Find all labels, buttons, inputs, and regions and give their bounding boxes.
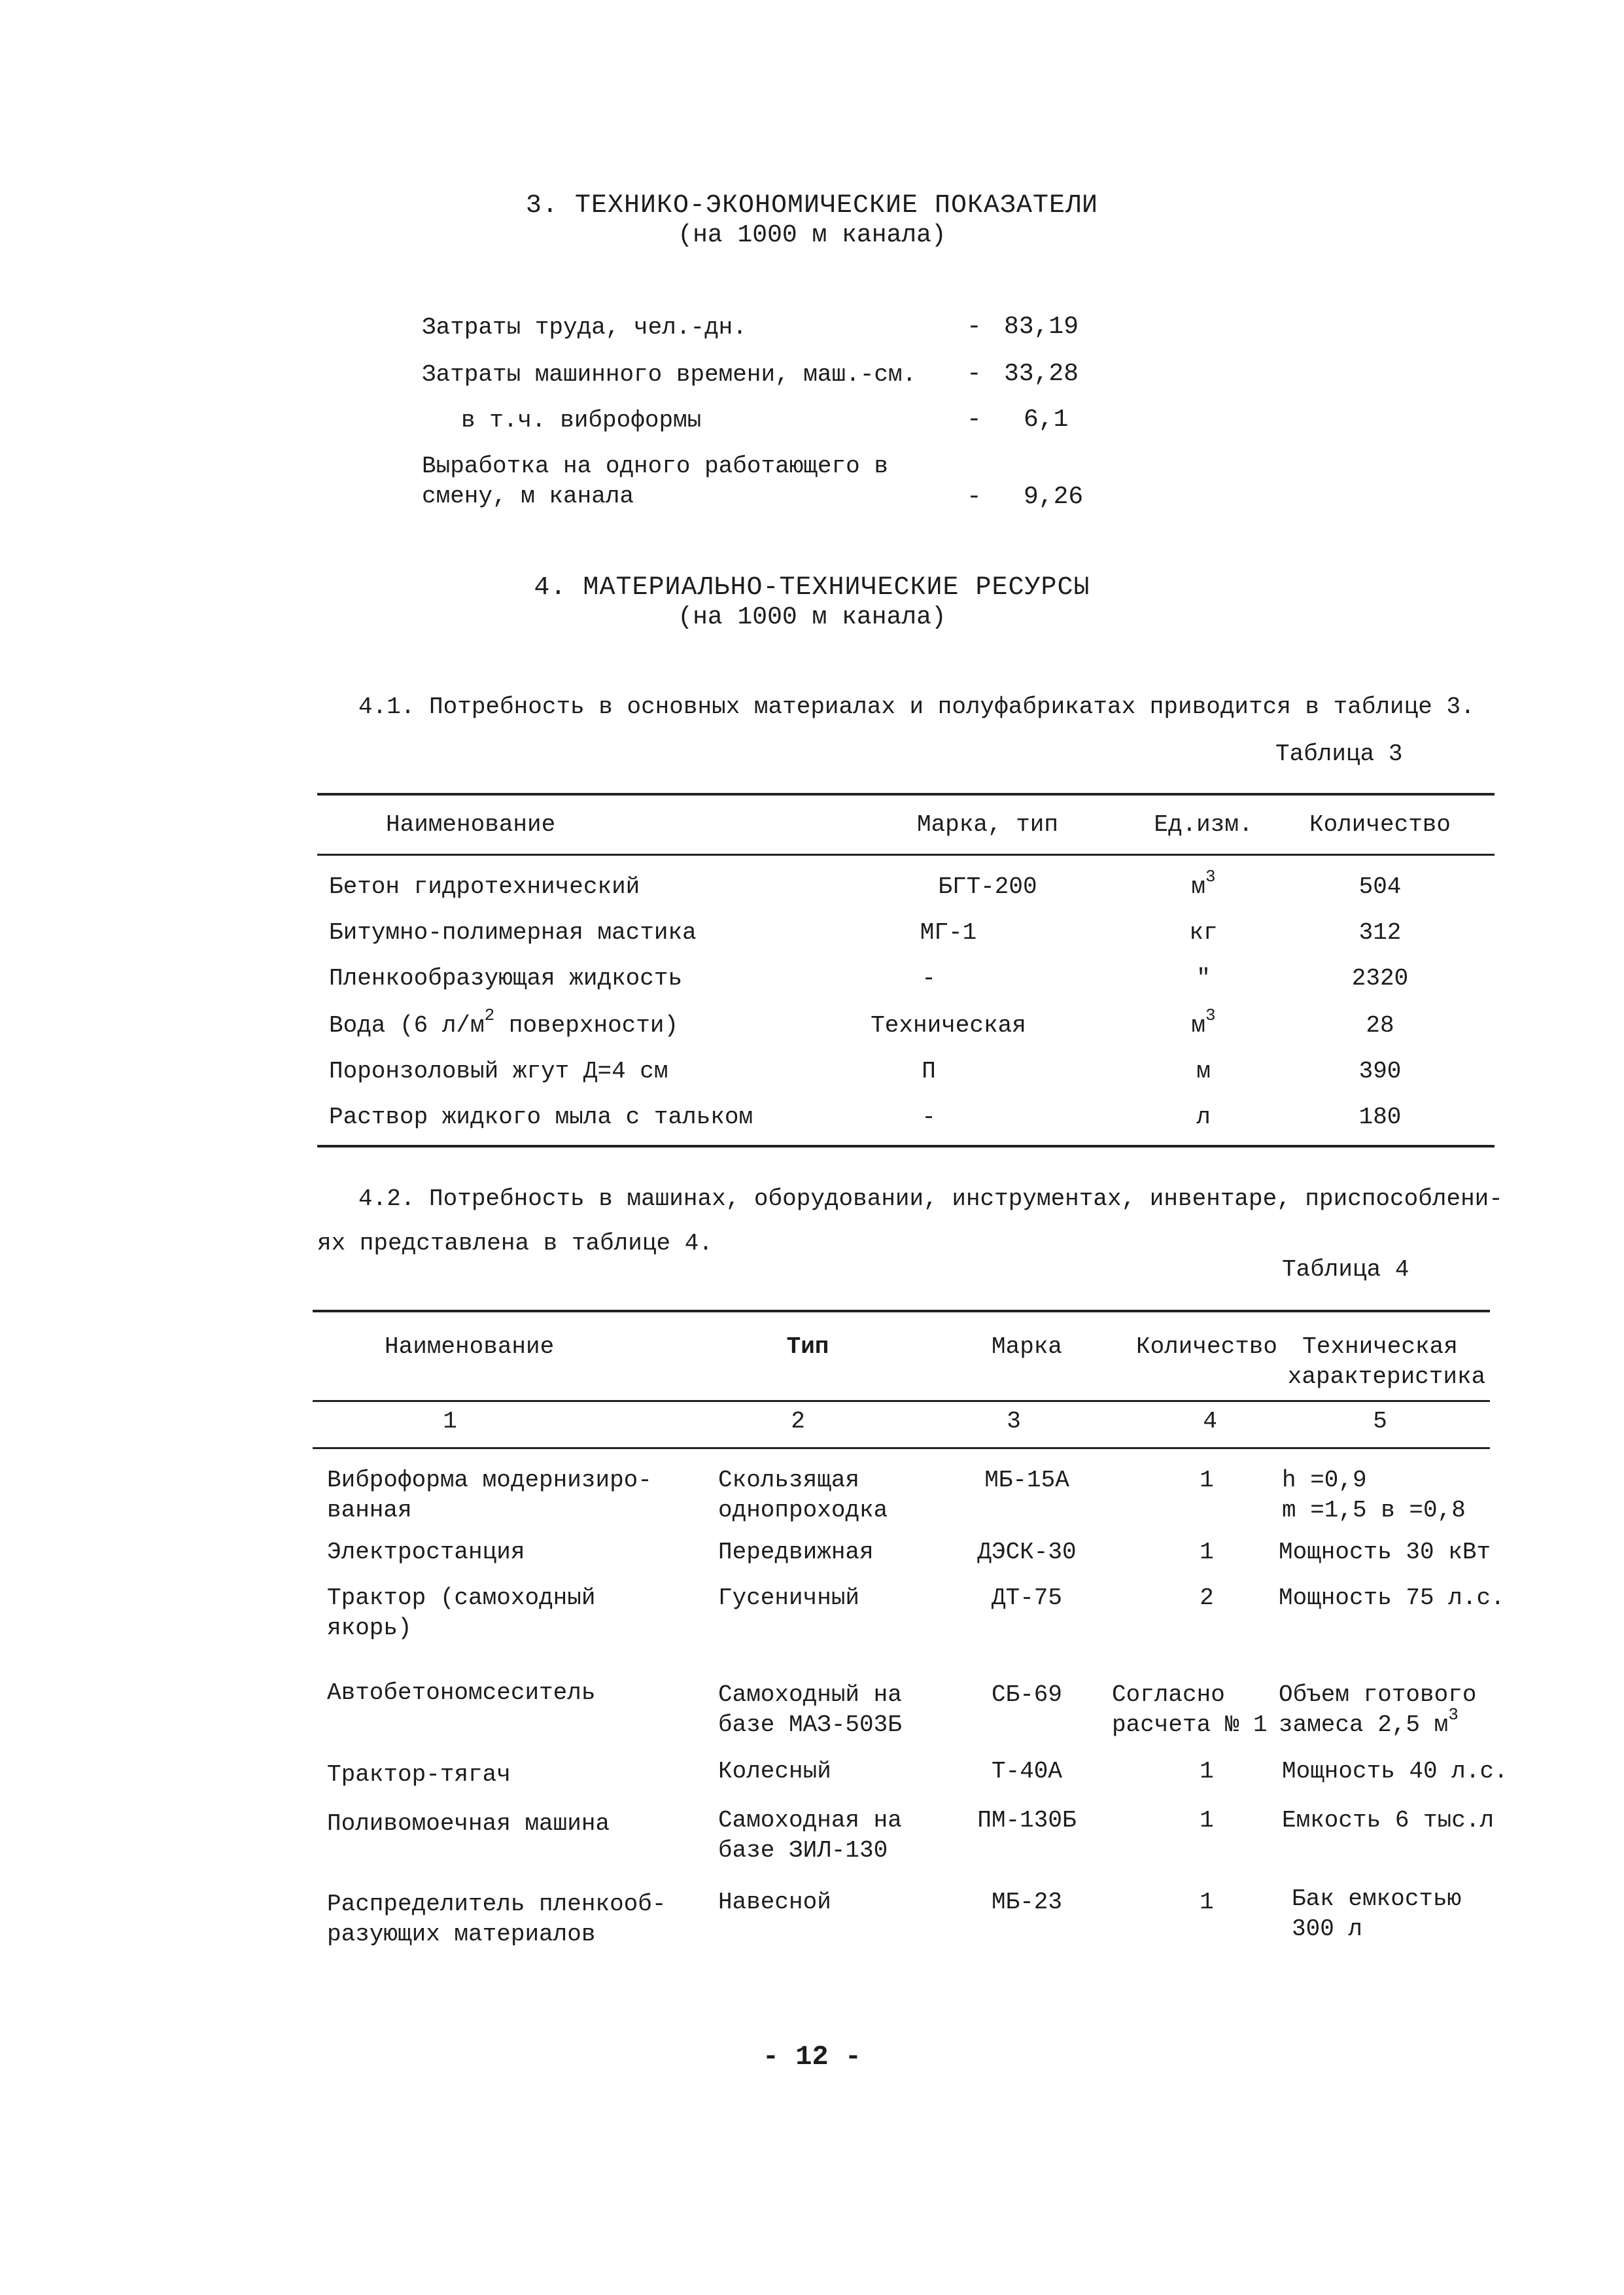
table4-cell-spec: Бак емкостью 300 л — [1292, 1885, 1462, 1942]
table3-cell-mark: - — [922, 1104, 936, 1130]
table3-cell-mark: - — [922, 965, 936, 992]
table4-cell-name: Трактор (самоходный якорь) — [327, 1585, 596, 1641]
table4-col-number: 4 — [1203, 1408, 1217, 1435]
table4-cell-mark: МБ-23 — [991, 1889, 1063, 1916]
section3-title: 3. ТЕХНИКО-ЭКОНОМИЧЕСКИЕ ПОКАЗАТЕЛИ — [525, 191, 1099, 220]
table4-col-number: 2 — [791, 1408, 805, 1435]
table3-header-qty: Количество — [1309, 811, 1451, 838]
table3-caption: Таблица 3 — [1275, 741, 1403, 767]
table3-cell-name: Битумно-полимерная мастика — [329, 919, 697, 946]
table4-header-qty: Количество — [1135, 1333, 1278, 1360]
table3-cell-qty: 312 — [1358, 919, 1402, 946]
table3-cell-name: Пленкообразующая жидкость — [329, 965, 683, 992]
table3-cell-name: Вода (6 $л/м^2$ поверхности) — [329, 1006, 679, 1039]
table3-bottom-rule — [317, 1145, 1494, 1148]
table4-cell-mark: МБ-15А — [984, 1467, 1069, 1494]
table3-header-name: Наименование — [386, 811, 556, 838]
table3-cell-unit: " — [1196, 965, 1211, 992]
table3-cell-qty: 28 — [1366, 1012, 1394, 1039]
table4-cell-mark: ПМ-130Б — [977, 1807, 1077, 1834]
indicator-label-line1: Выработка на одного работающего в — [422, 453, 888, 480]
table3-cell-mark: БГТ-200 — [938, 873, 1037, 900]
indicator-dash: - — [967, 406, 982, 434]
table4-col-number: 3 — [1007, 1408, 1021, 1435]
section4-title: 4. МАТЕРИАЛЬНО-ТЕХНИЧЕСКИЕ РЕСУРСЫ — [534, 573, 1090, 603]
table4-cell-spec: Объем готового замеса 2,5 $м^3$ — [1279, 1681, 1477, 1738]
table4-cell-type: Самоходная на базе ЗИЛ-130 — [718, 1807, 902, 1864]
table4-cell-type: Колесный — [718, 1758, 831, 1785]
table4-header-spec-line1: Техническая — [1302, 1333, 1458, 1360]
table4-cell-mark: ДЭСК-30 — [977, 1539, 1077, 1566]
indicator-label: в т.ч. виброформы — [461, 407, 702, 434]
table4-numbers-rule — [313, 1447, 1490, 1449]
table4-cell-qty: 1 — [1200, 1758, 1214, 1785]
table3-header-mark: Марка, тип — [916, 811, 1059, 838]
table4-header-spec-line2: характеристика — [1287, 1363, 1486, 1390]
table3-top-rule — [317, 793, 1494, 796]
table4-cell-mark: СБ-69 — [991, 1681, 1063, 1708]
indicator-label: Затраты труда, чел.-дн. — [422, 314, 747, 341]
indicator-dash: - — [967, 360, 982, 388]
table3-cell-mark: МГ-1 — [920, 919, 977, 946]
table4-caption: Таблица 4 — [1282, 1256, 1409, 1283]
indicator-label-line2: смену, м канала — [422, 483, 634, 510]
section3-subtitle: (на 1000 м канала) — [678, 221, 946, 249]
table4-cell-qty: 1 — [1200, 1539, 1214, 1566]
table4-col-number: 1 — [443, 1408, 457, 1435]
indicator-label: Затраты машинного времени, маш.-см. — [422, 361, 917, 388]
indicator-value: 6,1 — [1024, 406, 1069, 434]
table3-cell-qty: 390 — [1358, 1058, 1402, 1085]
table3-header-unit: Ед.изм. — [1154, 811, 1253, 838]
table4-cell-name: Трактор-тягач — [327, 1761, 511, 1788]
table4-header-mark: Марка — [991, 1333, 1063, 1360]
table3-cell-unit: $м^3$ — [1191, 867, 1216, 900]
paragraph-4-2-line1: 4.2. Потребность в машинах, оборудовании, инструментах, инвентаре, приспособлени- — [358, 1185, 1503, 1212]
table3-cell-name: Бетон гидротехнический — [329, 873, 640, 900]
table4-cell-name: Автобетономсеситель — [327, 1679, 596, 1706]
table4-cell-mark: Т-40А — [991, 1758, 1063, 1785]
table4-header-type: Тип — [786, 1333, 829, 1360]
paragraph-4-2-line2: ях представлена в таблице 4. — [317, 1230, 713, 1257]
table4-col-number: 5 — [1373, 1408, 1387, 1435]
table4-cell-type: Передвижная — [718, 1539, 874, 1566]
table3-cell-qty: 504 — [1358, 873, 1402, 900]
table3-cell-unit: $м^3$ — [1191, 1006, 1216, 1039]
indicator-dash: - — [967, 313, 982, 341]
table4-cell-name: Виброформа модернизиро- ванная — [327, 1467, 652, 1524]
table4-cell-qty: 2 — [1200, 1585, 1214, 1611]
table4-cell-type: Навесной — [718, 1889, 831, 1916]
indicator-value: 33,28 — [1004, 360, 1079, 388]
table3-cell-name: Раствор жидкого мыла с тальком — [329, 1104, 753, 1130]
table4-cell-type: Скользящая однопроходка — [718, 1467, 888, 1524]
table4-cell-name: Электростанция — [327, 1539, 525, 1566]
section4-subtitle: (на 1000 м канала) — [678, 603, 946, 631]
table4-cell-spec: Емкость 6 тыс.л — [1282, 1807, 1494, 1834]
indicator-value: 83,19 — [1004, 313, 1079, 341]
table4-cell-qty: Согласно расчета № 1 — [1112, 1681, 1268, 1738]
table4-cell-qty: 1 — [1200, 1467, 1214, 1494]
page-number: - 12 - — [762, 2041, 862, 2073]
table4-header-rule — [313, 1400, 1490, 1402]
table3-cell-unit: кг — [1189, 919, 1218, 946]
table3-header-rule — [317, 854, 1494, 856]
table4-cell-spec: Мощность 40 л.с. — [1282, 1758, 1508, 1785]
table4-cell-name: Распределитель пленкооб- разующих материалов — [327, 1891, 666, 1948]
table4-cell-spec: h =0,9 m =1,5 в =0,8 — [1282, 1467, 1466, 1524]
indicator-value: 9,26 — [1024, 483, 1084, 511]
table4-cell-spec: Мощность 30 кВт — [1279, 1539, 1491, 1566]
table3-cell-unit: м — [1196, 1058, 1211, 1085]
table3-cell-qty: 180 — [1358, 1104, 1402, 1130]
table4-cell-qty: 1 — [1200, 1807, 1214, 1834]
table4-cell-type: Самоходный на базе МАЗ-503Б — [718, 1681, 902, 1738]
table4-cell-mark: ДТ-75 — [991, 1585, 1063, 1611]
table3-cell-mark: П — [922, 1058, 936, 1085]
table3-cell-mark: Техническая — [871, 1012, 1026, 1039]
table4-cell-name: Поливомоечная машина — [327, 1810, 610, 1837]
table4-cell-type: Гусеничный — [718, 1585, 860, 1611]
table4-cell-spec: Мощность 75 л.с. — [1279, 1585, 1505, 1611]
table3-cell-name: Поронзоловый жгут Д=4 см — [329, 1058, 668, 1085]
table3-cell-unit: л — [1196, 1104, 1211, 1130]
table4-top-rule — [313, 1310, 1490, 1312]
table3-cell-qty: 2320 — [1351, 965, 1409, 992]
paragraph-4-1: 4.1. Потребность в основных материалах и полуфабрикатах приводится в таблице 3. — [358, 693, 1475, 720]
table4-cell-qty: 1 — [1200, 1889, 1214, 1916]
indicator-dash: - — [967, 483, 982, 511]
table4-header-name: Наименование — [385, 1333, 555, 1360]
